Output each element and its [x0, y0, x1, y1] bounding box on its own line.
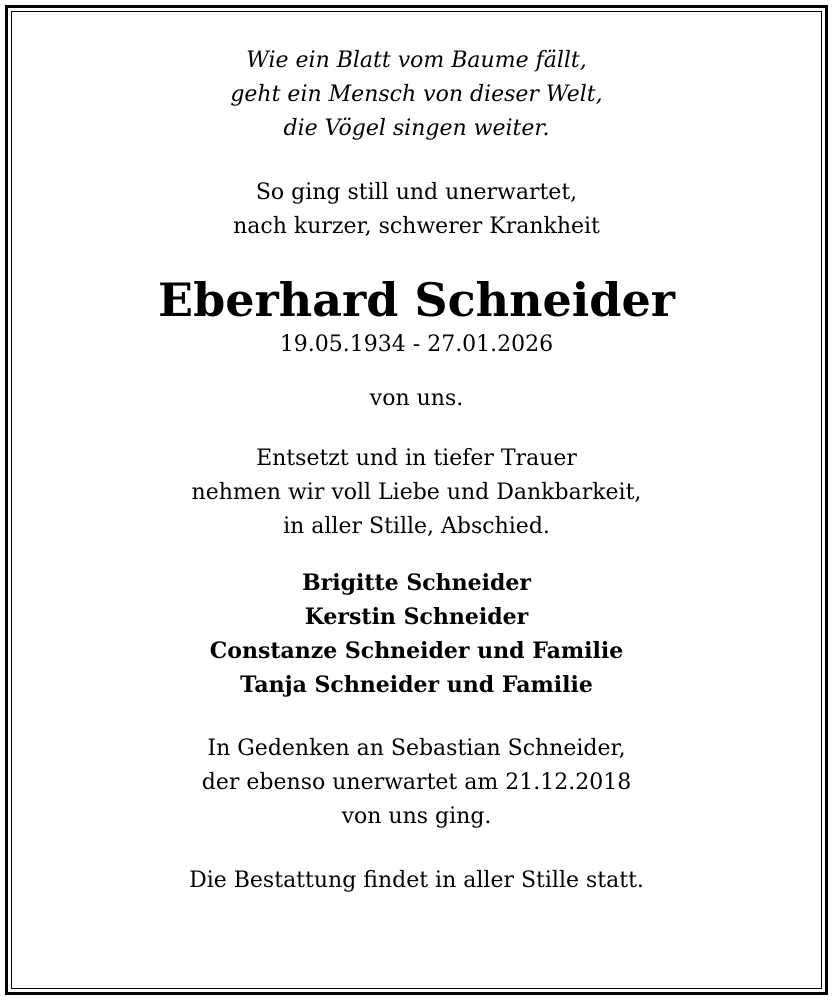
poem-line: die Vögel singen weiter. [283, 116, 550, 141]
memory-text [16, 732, 817, 834]
von-uns-text: von uns. [369, 386, 464, 411]
mourner-name: Kerstin Schneider [304, 604, 529, 630]
memory-line: der ebenso unerwartet am 21.12.2018 [201, 770, 632, 795]
memory-line: In Gedenken an Sebastian Schneider, [207, 736, 626, 761]
poem-line: geht ein Mensch von dieser Welt, [230, 82, 603, 107]
mourning-text [16, 442, 817, 544]
poem-line: Wie ein Blatt vom Baume fällt, [246, 48, 587, 73]
obituary-notice [16, 16, 817, 898]
funeral-note: Die Bestattung findet in aller Stille statt. [189, 868, 644, 893]
mourning-line: Entsetzt und in tiefer Trauer [256, 446, 577, 471]
mourner-name: Brigitte Schneider [302, 570, 531, 596]
intro-line: So ging still und unerwartet, [255, 180, 578, 205]
memory-line: von uns ging. [341, 804, 492, 829]
mourner-name: Tanja Schneider und Familie [240, 672, 593, 698]
intro-text [16, 176, 817, 244]
mourner-name: Constanze Schneider und Familie [209, 638, 624, 664]
intro-line: nach kurzer, schwerer Krankheit [233, 214, 600, 239]
mourning-line: nehmen wir voll Liebe und Dankbarkeit, [191, 480, 642, 505]
deceased-name: Eberhard Schneider [158, 273, 675, 327]
mourners-list [16, 566, 817, 702]
mourning-line: in aller Stille, Abschied. [283, 514, 550, 539]
poem-verse [16, 44, 817, 146]
life-dates: 19.05.1934 - 27.01.2026 [279, 332, 554, 357]
